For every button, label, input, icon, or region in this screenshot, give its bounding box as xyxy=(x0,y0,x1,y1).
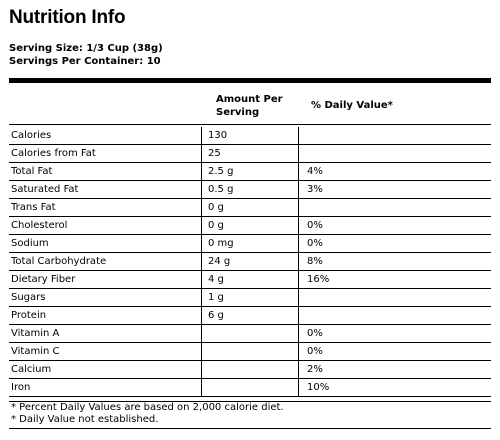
nutrient-name: Total Carbohydrate xyxy=(11,256,107,267)
nutrient-amount: 6 g xyxy=(208,310,224,321)
page-title: Nutrition Info xyxy=(9,7,126,28)
nutrient-name: Iron xyxy=(11,382,31,393)
nutrient-name: Dietary Fiber xyxy=(11,274,76,285)
footnote-daily-values: * Percent Daily Values are based on 2,000 calorie diet. xyxy=(11,402,284,413)
table-row xyxy=(9,145,491,163)
table-row xyxy=(9,289,491,307)
nutrient-amount: 0.5 g xyxy=(208,184,234,195)
nutrient-daily-value: 2% xyxy=(307,364,323,375)
nutrient-amount: 4 g xyxy=(208,274,224,285)
table-row xyxy=(9,199,491,217)
nutrient-daily-value: 8% xyxy=(307,256,323,267)
nutrient-name: Trans Fat xyxy=(11,202,56,213)
nutrient-name: Vitamin A xyxy=(11,328,60,339)
nutrient-name: Calories from Fat xyxy=(11,148,96,159)
nutrient-daily-value: 4% xyxy=(307,166,323,177)
nutrient-daily-value: 16% xyxy=(307,274,330,285)
nutrient-amount: 0 g xyxy=(208,220,224,231)
nutrient-daily-value: 0% xyxy=(307,328,323,339)
nutrient-name: Sodium xyxy=(11,238,49,249)
header-amount-per-serving: Amount Per Serving xyxy=(216,94,283,118)
header-divider xyxy=(9,124,491,125)
nutrient-amount: 24 g xyxy=(208,256,231,267)
table-row xyxy=(9,343,491,361)
nutrient-amount: 130 xyxy=(208,130,228,141)
table-row xyxy=(9,235,491,253)
table-row xyxy=(9,181,491,199)
table-row xyxy=(9,271,491,289)
nutrient-daily-value: 0% xyxy=(307,238,323,249)
nutrient-name: Sugars xyxy=(11,292,46,303)
nutrient-amount: 25 xyxy=(208,148,221,159)
footnote-not-established: * Daily Value not established. xyxy=(11,414,159,425)
thick-divider xyxy=(9,78,491,83)
table-row xyxy=(9,361,491,379)
nutrient-name: Saturated Fat xyxy=(11,184,79,195)
table-row xyxy=(9,379,491,397)
table-row xyxy=(9,163,491,181)
nutrient-name: Protein xyxy=(11,310,47,321)
nutrient-name: Cholesterol xyxy=(11,220,68,231)
nutrient-name: Calcium xyxy=(11,364,52,375)
nutrient-amount: 0 g xyxy=(208,202,224,213)
nutrient-daily-value: 3% xyxy=(307,184,323,195)
bottom-divider xyxy=(9,428,491,429)
nutrient-daily-value: 0% xyxy=(307,346,323,357)
servings-per-container: Servings Per Container: 10 xyxy=(9,56,161,67)
nutrient-name: Total Fat xyxy=(11,166,53,177)
table-row xyxy=(9,127,491,145)
table-row xyxy=(9,217,491,235)
nutrient-amount: 2.5 g xyxy=(208,166,234,177)
nutrition-table xyxy=(9,127,491,397)
nutrient-name: Calories xyxy=(11,130,52,141)
table-row xyxy=(9,253,491,271)
nutrient-daily-value: 0% xyxy=(307,220,323,231)
nutrient-amount: 0 mg xyxy=(208,238,234,249)
table-row xyxy=(9,307,491,325)
nutrient-daily-value: 10% xyxy=(307,382,330,393)
table-row xyxy=(9,325,491,343)
nutrient-name: Vitamin C xyxy=(11,346,60,357)
nutrient-amount: 1 g xyxy=(208,292,224,303)
header-daily-value: % Daily Value* xyxy=(311,100,393,111)
serving-size: Serving Size: 1/3 Cup (38g) xyxy=(9,43,163,54)
